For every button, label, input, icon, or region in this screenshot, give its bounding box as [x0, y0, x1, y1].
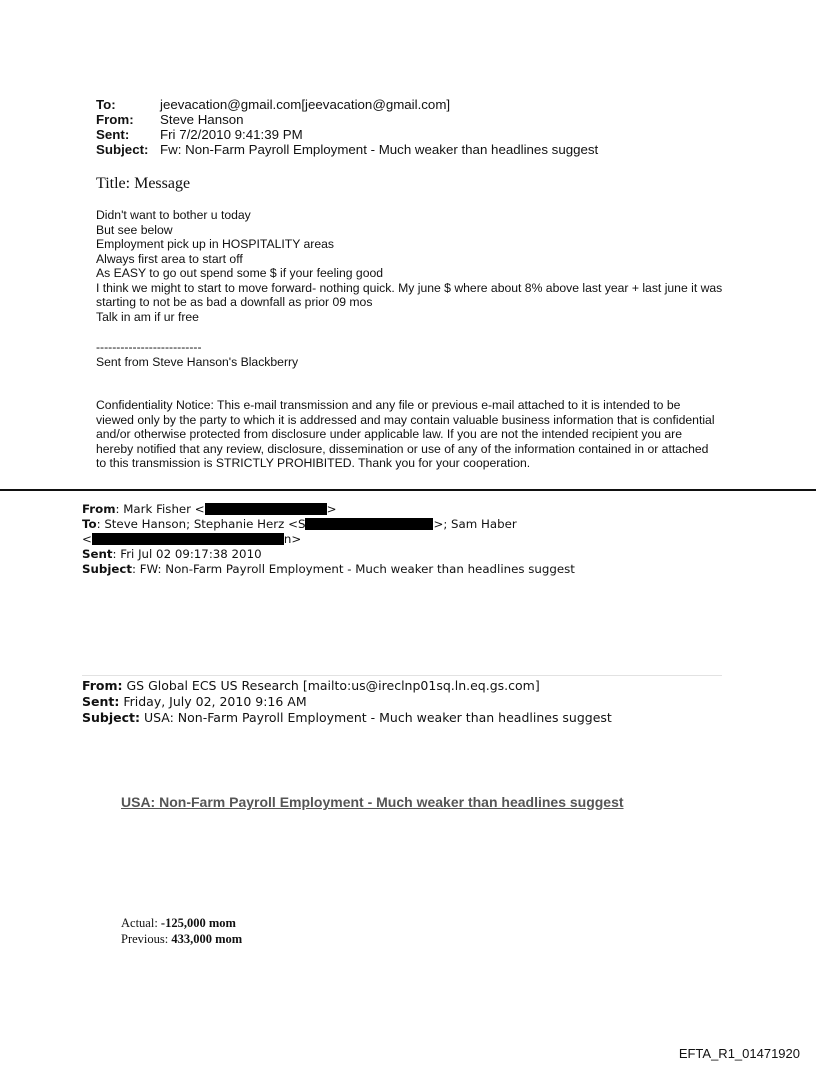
fwd-subject-value: : FW: Non-Farm Payroll Employment - Much weaker than headlines suggest [132, 562, 575, 576]
gs-subject-label: Subject: [82, 710, 140, 725]
body-line: I think we might to start to move forward- nothing quick. My june $ where about 8% above last year + last june it was starting to not be as bad a downfall as prior 09 mos [96, 280, 723, 309]
header-label: From: [96, 112, 134, 127]
header-value: Fw: Non-Farm Payroll Employment - Much weaker than headlines suggest [160, 142, 599, 157]
header-value: Fri 7/2/2010 9:41:39 PM [160, 127, 303, 142]
gs-sent-line [82, 694, 307, 710]
gs-subject-value: USA: Non-Farm Payroll Employment - Much weaker than headlines suggest [140, 710, 612, 725]
header-label: Sent: [96, 127, 130, 142]
actual-label: Actual: [121, 916, 161, 930]
redaction-bar [205, 503, 327, 515]
body-line: As EASY to go out spend some $ if your feeling good [96, 266, 384, 280]
divider [82, 675, 722, 676]
fwd-line3-tail: n> [283, 532, 302, 546]
header-from [96, 112, 244, 127]
redaction-bar [92, 533, 284, 545]
gs-from-value: GS Global ECS US Research [mailto:us@ireclnp01sq.ln.eq.gs.com] [122, 678, 540, 693]
gs-sent-value: Friday, July 02, 2010 9:16 AM [119, 694, 307, 709]
payroll-stats [121, 915, 242, 947]
fwd-subject-label: Subject [82, 562, 133, 576]
fwd-line3-head: < [82, 532, 92, 546]
header-value: Steve Hanson [160, 112, 244, 127]
fwd-to-line [82, 517, 517, 532]
gs-from-label: From: [82, 678, 123, 693]
signature-text: Sent from Steve Hanson's Blackberry [96, 354, 299, 369]
fwd-subject-line [82, 562, 575, 577]
fwd-sent-label: Sent [82, 547, 113, 561]
confidentiality-notice: Confidentiality Notice: This e-mail transmission and any file or previous e-mail attached to it is intended to be viewed only by the party to which it is addressed and may contain valuable business information that is confidential and/or otherwise protected from disclosure under applicable law. If you are not the intended recipient you are hereby notified that any review, disclosure, dissemination or use of any of the information contained in or attached to this transmission is STRICTLY PROHIBITED. Thank you for your cooperation. [96, 398, 715, 471]
header-label: Subject: [96, 142, 149, 157]
gs-sent-label: Sent: [82, 694, 120, 709]
fwd-to-value: : Steve Hanson; Stephanie Herz <S [96, 517, 306, 531]
actual-stat [121, 915, 242, 931]
actual-value: -125,000 mom [160, 916, 236, 930]
divider [0, 489, 816, 491]
body-line: Talk in am if ur free [96, 309, 199, 324]
header-subject [96, 142, 598, 157]
gs-from-line [82, 678, 540, 694]
previous-label: Previous: [121, 932, 172, 946]
fwd-from-line [82, 502, 337, 517]
fwd-from-value: : Mark Fisher < [115, 502, 205, 516]
signature-separator: -------------------------- [96, 340, 202, 354]
header-label: To: [96, 97, 116, 112]
fwd-sent-line [82, 547, 262, 562]
fwd-to-line-2 [82, 532, 301, 547]
redaction-bar [305, 518, 433, 530]
fwd-to-tail: >; Sam Haber [433, 517, 517, 531]
header-value: jeevacation@gmail.com[jeevacation@gmail.com] [160, 97, 451, 112]
header-to [96, 97, 450, 112]
message-title: Title: Message [96, 175, 191, 192]
report-title-link[interactable]: USA: Non-Farm Payroll Employment - Much weaker than headlines suggest [121, 794, 624, 810]
fwd-to-label: To [82, 517, 97, 531]
fwd-sent-value: : Fri Jul 02 09:17:38 2010 [112, 547, 262, 561]
body-line: But see below [96, 222, 173, 237]
fwd-from-label: From [82, 502, 116, 516]
body-line: Didn't want to bother u today [96, 208, 251, 222]
message-body [96, 208, 726, 324]
body-line: Employment pick up in HOSPITALITY areas [96, 237, 334, 251]
document-id: EFTA_R1_01471920 [678, 1046, 800, 1061]
signature-block [96, 340, 298, 369]
gs-subject-line [82, 710, 612, 726]
header-sent [96, 127, 303, 142]
previous-stat [121, 931, 242, 947]
previous-value: 433,000 mom [171, 932, 243, 946]
fwd-from-tail: > [326, 502, 337, 516]
body-line: Always first area to start off [96, 251, 243, 266]
